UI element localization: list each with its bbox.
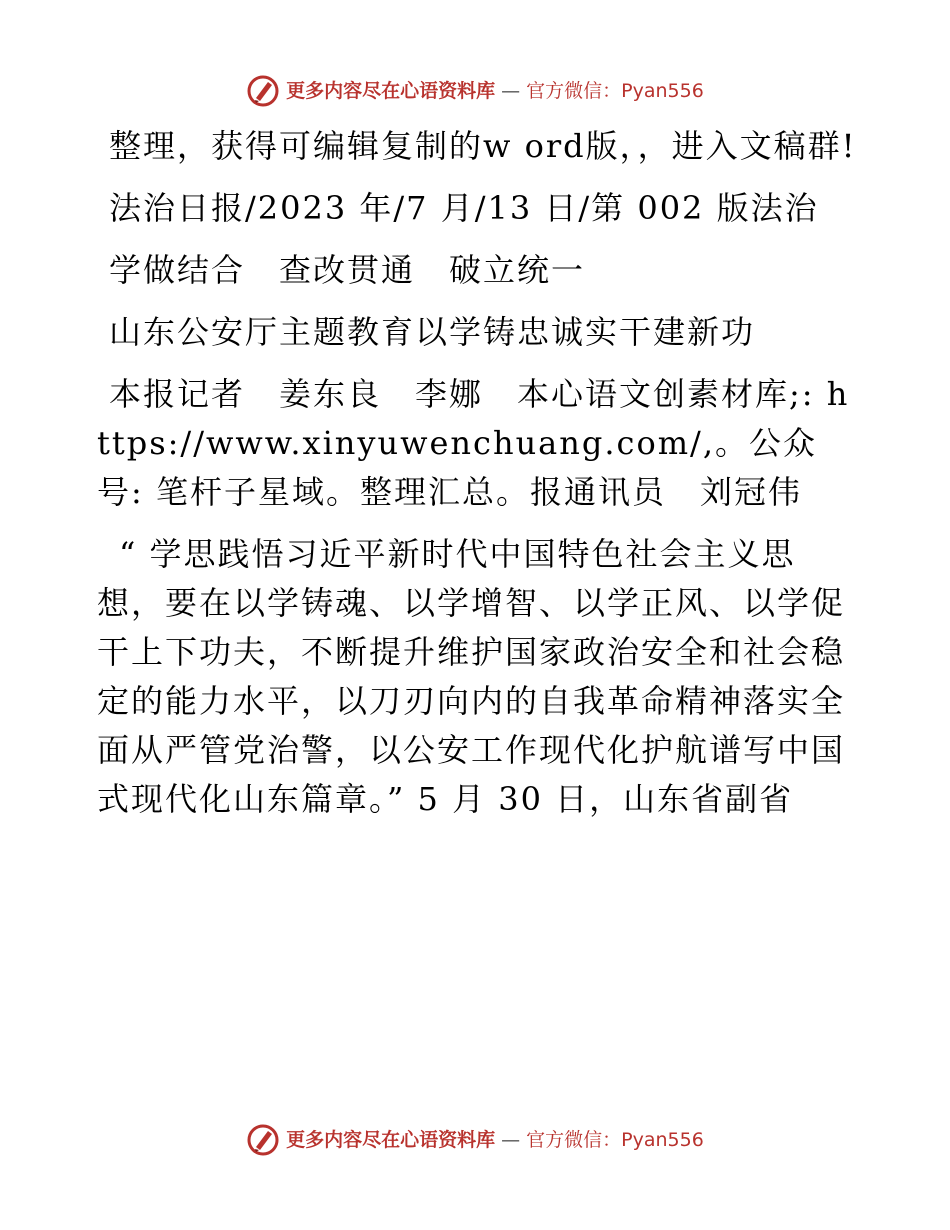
header-banner xyxy=(0,74,950,108)
document-body xyxy=(97,122,857,837)
banner-main-text: 更多内容尽在心语资料库 xyxy=(286,1129,496,1151)
source-line: 法治日报/2023 年/7 月/13 日/第 002 版法治 xyxy=(109,189,819,227)
banner-wechat-text: 官方微信：Pyan556 xyxy=(526,1129,704,1151)
banner-separator: — xyxy=(501,80,521,102)
banner-wechat-text: 官方微信：Pyan556 xyxy=(526,80,704,102)
byline-paragraph: 本报记者 姜东良 李娜 本心语文创素材库;: https://www.xinyuwenchuang.com/,。公众号: 笔杆子星域。整理汇总。报通讯员 刘冠伟 xyxy=(97,375,850,511)
body-paragraph: “ 学思践悟习近平新时代中国特色社会主义思想，要在以学铸魂、以学增智、以学正风、以学促干上下功夫，不断提升维护国家政治安全和社会稳定的能力水平，以刀刃向内的自我革命精神落实全面从严管党治警，以公安工作现代化护航谱写中国式现代化山东篇章。” 5 月 30 日，山东省副省 xyxy=(97,535,846,818)
footer-banner xyxy=(0,1123,950,1157)
pen-seal-logo-icon xyxy=(246,1123,280,1157)
pen-seal-logo-icon xyxy=(246,74,280,108)
banner-main-text: 更多内容尽在心语资料库 xyxy=(286,80,496,102)
banner-separator: — xyxy=(501,1129,521,1151)
headline-upper: 学做结合 查改贯通 破立统一 xyxy=(109,251,586,289)
headline-main: 山东公安厅主题教育以学铸忠诚实干建新功 xyxy=(109,313,756,351)
intro-paragraph: 整理，获得可编辑复制的w ord版，，进入文稿群! xyxy=(109,127,857,165)
